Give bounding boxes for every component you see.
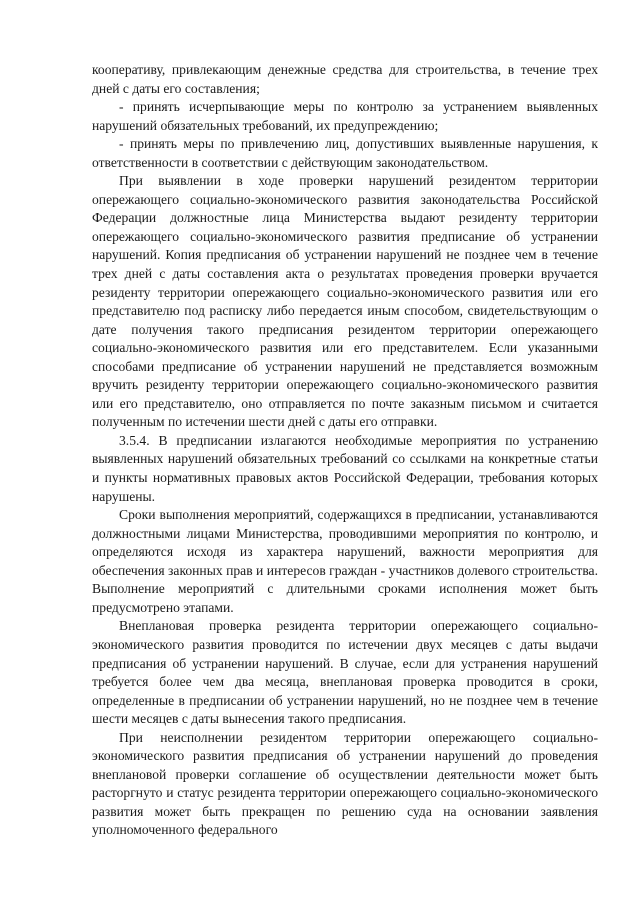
paragraph-3: - принять меры по привлечению лиц, допустивших выявленные нарушения, к ответственности в соответствии с действующим законодательством. [92, 136, 598, 170]
paragraph-5: 3.5.4. В предписании излагаются необходимые мероприятия по устранению выявленных нарушений обязательных требований со ссылками на конкретные статьи и пункты нормативных правовых актов Российской Федерации, требования которых нарушены. [92, 432, 598, 504]
paragraph-2: - принять исчерпывающие меры по контролю за устранением выявленных нарушений обязательных требований, их предупреждению; [92, 99, 598, 133]
paragraph-7: Внеплановая проверка резидента территории опережающего социально-экономического развития проводится по истечении двух месяцев с даты выдачи предписания об устранении нарушений. В случае, если для устранения нарушений требуется более чем два месяца, внеплановая проверка проводится в сроки, определенные в предписании об устранении нарушений, но не позднее чем в течение шести месяцев с даты вынесения такого предписания. [92, 618, 598, 727]
paragraph-1: кооперативу, привлекающим денежные средства для строительства, в течение трех дней с даты его составления; [92, 62, 598, 96]
paragraph-8: При неисполнении резидентом территории опережающего социально-экономического развития предписания об устранении нарушений до проведения внеплановой проверки соглашение об осуществлении деятельности может быть расторгнуто и статус резидента территории опережающего социально-экономического развития может быть прекращен по решению суда на основании заявления уполномоченного федерального [92, 729, 598, 838]
paragraph-6: Сроки выполнения мероприятий, содержащихся в предписании, устанавливаются должностными лицами Министерства, проводившими мероприятия по контролю, и определяются исходя из характера нарушений, важности мероприятия для обеспечения законных прав и интересов граждан - участников долевого строительства. Выполнение мероприятий с длительными сроками исполнения может быть предусмотрено этапами. [92, 507, 598, 615]
paragraph-4: При выявлении в ходе проверки нарушений резидентом территории опережающего социально-экономического развития законодательства Российской Федерации должностные лица Министерства выдают резиденту территории опережающего социально-экономического развития предписание об устранении нарушений. Копия предписания об устранении нарушений не позднее чем в течение трех дней с даты составления акта о результатах проведения проверки вручается резиденту территории опережающего социально-экономического развития или его представителю под расписку либо передается иным способом, свидетельствующим о дате получения такого предписания резидентом территории опережающего социально-экономического развития или его представителем. Если указанными способами предписание об устранении нарушений не представляется возможным вручить резиденту территории опережающего социально-экономического развития или его представителю, оно отправляется по почте заказным письмом и считается полученным по истечении шести дней с даты его отправки. [92, 173, 598, 430]
document-page [92, 61, 598, 840]
